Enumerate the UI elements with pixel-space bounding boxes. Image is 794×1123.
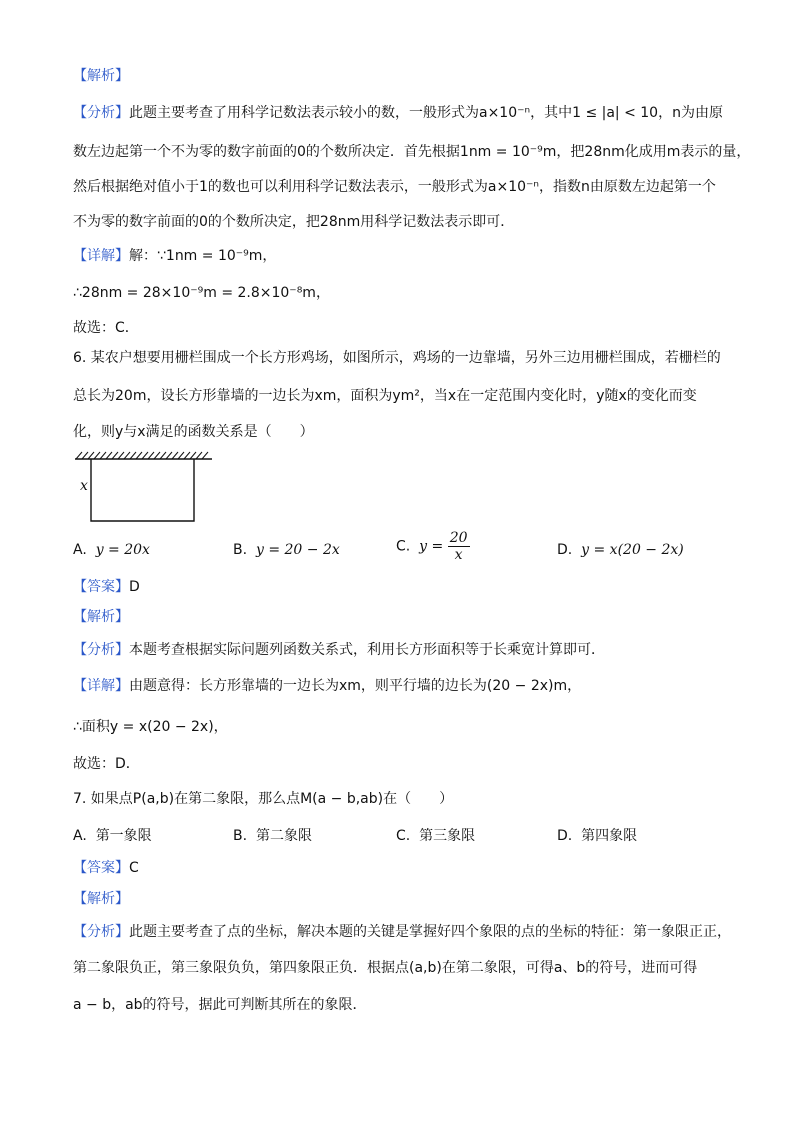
fenxi-paragraph-line (73, 922, 731, 942)
answer-value: D (129, 579, 140, 595)
fenxi-text: 此题主要考查了点的坐标，解决本题的关键是掌握好四个象限的点的坐标的特征：第一象限正正， (129, 924, 731, 940)
option-a (73, 826, 152, 846)
option-c-numerator: 20 (449, 530, 468, 546)
conclusion: 故选：D． (73, 756, 140, 772)
option-d (557, 540, 684, 560)
jiexi-label: 【解析】 (73, 891, 129, 907)
option-d-prefix: D. (557, 542, 573, 558)
jiexi-label: 【解析】 (73, 609, 129, 625)
fenxi-text: 此题主要考查了用科学记数法表示较小的数，一般形式为a×10⁻ⁿ，其中1 ≤ |a| < 10，n为由原 (129, 105, 723, 121)
question-stem: 6. 某农户想要用栅栏围成一个长方形鸡场，如图所示，鸡场的一边靠墙，另外三边用栅栏围成，若栅栏的 (73, 350, 721, 366)
option-c (396, 530, 470, 563)
wall-hatching (76, 452, 208, 459)
fenxi-text: 数左边起第一个不为零的数字前面的0的个数所决定．首先根据1nm = 10⁻⁹m，把28nm化成用m表示的量， (73, 144, 751, 160)
option-b-text: y = 20 − 2x (255, 542, 340, 558)
option-d-text: y = x(20 − 2x) (581, 542, 684, 558)
fenxi-text: 第二象限负正，第三象限负负，第四象限正负．根据点(a,b)在第二象限，可得a、b的符号，进而可得 (73, 960, 698, 976)
option-a-prefix: A. (73, 828, 87, 844)
option-b (233, 540, 340, 560)
answer-value: C (129, 860, 139, 876)
figure-label-x: x (80, 478, 88, 494)
jiexi-label: 【解析】 (73, 68, 129, 84)
option-b (233, 826, 312, 846)
fenxi-tag: 【分析】 (73, 924, 129, 940)
option-b-prefix: B. (233, 828, 248, 844)
xiangjie-text: 由题意得：长方形靠墙的一边长为xm，则平行墙的边长为(20 − 2x)m， (129, 678, 582, 694)
option-b-prefix: B. (233, 542, 248, 558)
xiangjie-text: 解：∵1nm = 10⁻⁹m， (129, 248, 277, 264)
option-c-prefix: C. (396, 538, 411, 555)
option-d-text: 第四象限 (581, 828, 638, 844)
xiangjie-paragraph-line (73, 676, 581, 696)
option-a-text: 第一象限 (95, 828, 152, 844)
fenxi-tag: 【分析】 (73, 642, 129, 658)
question-stem: 7. 如果点P(a,b)在第二象限，那么点M(a − b,ab)在（ ） (73, 791, 454, 807)
option-b-text: 第二象限 (255, 828, 312, 844)
xiangjie-tag: 【详解】 (73, 248, 129, 264)
fenxi-text: 本题考查根据实际问题列函数关系式，利用长方形面积等于长乘宽计算即可． (129, 642, 605, 658)
fenxi-text: 然后根据绝对值小于1的数也可以利用科学记数法表示，一般形式为a×10⁻ⁿ，指数n由原数左边起第一个 (73, 179, 716, 195)
conclusion: 故选：C． (73, 320, 139, 336)
answer-tag: 【答案】 (73, 579, 129, 595)
option-a-prefix: A. (73, 542, 87, 558)
xiangjie-tag: 【详解】 (73, 678, 129, 694)
option-c-fraction (448, 530, 470, 563)
option-d-prefix: D. (557, 828, 573, 844)
xiangjie-text: ∴面积y = x(20 − 2x)， (73, 719, 228, 735)
xiangjie-text: ∴28nm = 28×10⁻⁹m = 2.8×10⁻⁸m， (73, 285, 330, 301)
option-a (73, 540, 150, 560)
fenxi-text: a − b，ab的符号，据此可判断其所在的象限． (73, 997, 367, 1013)
option-a-text: y = 20x (95, 542, 150, 558)
answer-tag: 【答案】 (73, 860, 129, 876)
question-stem: 总长为20m，设长方形靠墙的一边长为xm，面积为ym²，当x在一定范围内变化时，y随x的变化而变 (73, 388, 697, 404)
option-c-prefix: C. (396, 828, 411, 844)
option-c-denominator: x (454, 547, 463, 563)
fence-rectangle (91, 459, 194, 521)
answer-line (73, 577, 140, 597)
chicken-coop-figure (72, 448, 217, 526)
option-c-lhs: y = (419, 538, 444, 555)
option-c-text: 第三象限 (419, 828, 476, 844)
option-d (557, 826, 637, 846)
fenxi-text: 不为零的数字前面的0的个数所决定，把28nm用科学记数法表示即可． (73, 214, 515, 230)
question-stem: 化，则y与x满足的函数关系是（ ） (73, 424, 314, 440)
answer-line (73, 858, 139, 878)
option-c (396, 826, 475, 846)
fenxi-paragraph-line (73, 103, 723, 123)
fenxi-paragraph-line (73, 640, 605, 660)
fenxi-tag: 【分析】 (73, 105, 129, 121)
xiangjie-paragraph-line (73, 246, 276, 266)
